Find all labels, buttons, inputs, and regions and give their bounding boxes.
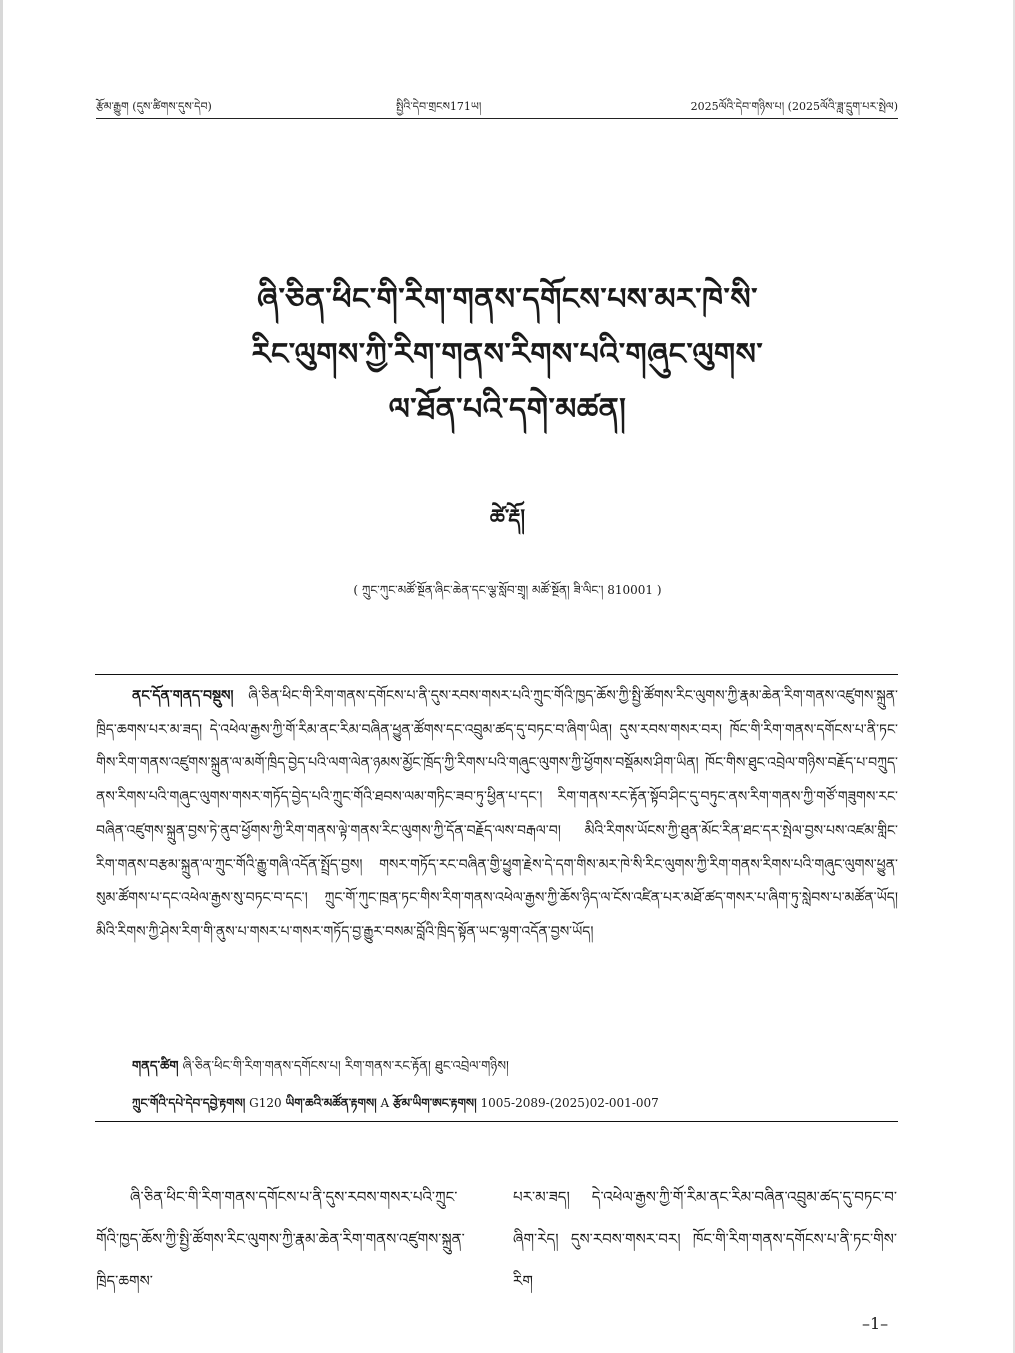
classification-label: ཀྲུང་གོའི་དཔེ་དེབ་དབྱེ་རྟགས། <box>132 1096 246 1110</box>
page-number: –1– <box>862 1314 889 1333</box>
running-header-left: རྩོམ་རྒྱུག (དུས་ཚིགས་དུས་དེབ) <box>96 100 212 113</box>
title-line: རིང་ལུགས་ཀྱི་རིག་གནས་རིགས་པའི་གཞུང་ལུགས་ <box>251 337 764 372</box>
body-column-left <box>96 1176 480 1302</box>
article-id-label: རྩོམ་ཡིག་ཨང་རྟགས། <box>393 1096 477 1110</box>
doc-code-label: ཡིག་ཆའི་མཚོན་རྟགས། <box>285 1096 377 1110</box>
author-affiliation: ( ཀྲུང་ཀུང་མཚོ་སྔོན་ཞིང་ཆེན་དང་ལྕ་སློབ་གྲྭ། མཚོ་སྔོན། ཟི་ལིང་། 810001 ) <box>353 583 662 597</box>
page-shadow-left <box>0 0 3 1353</box>
classification-code: G120 <box>249 1096 282 1110</box>
keywords-text: ཞི་ཅིན་ཕིང་གི་རིག་གནས་དགོངས་པ། རིག་གནས་རང་རྟོན། ཐུང་འབྲེལ་གཉིས། <box>182 1059 509 1074</box>
running-header-issue: སྤྱིའི་དེབ་གྲངས171ཡ། <box>396 100 482 113</box>
article-title <box>150 272 865 437</box>
abstract-text: ཞི་ཅིན་ཕིང་གི་རིག་གནས་དགོངས་པ་ནི་དུས་རབས་གསར་པའི་ཀྲུང་གོའི་ཁྱད་ཆོས་ཀྱི་སྤྱི་ཚོགས་རིང་ལུགས་ཀྱི་རྣམ་ཆེན་རིག་གནས་འཛུགས་སྐྲུན་ཁྲིད་ཆགས་པར་མ་ཟད། དེ་འཕེལ་རྒྱས་ཀྱི་གོ་རིམ་ནང་རིམ་བཞིན་ཕྱུན་ཚོགས་དང་འབྲུམ་ཚད་དུ་བཏང་བ་ཞིག་ཡིན། དུས་རབས་གསར་བར། ཁོང་གི་རིག་གནས་དགོངས་པ་ནི་ཏང་གིས་རིག་གནས་འཛུགས་སྐྲུན་ལ་མགོ་ཁྲིད་བྱེད་པའི་ལག་ལེན་ཉམས་མྱོང་ཁྲོད་ཀྱི་རིགས་པའི་གཞུང་ལུགས་ཀྱི་ཕྱོགས་བསྡོམས་ཤིག་ཡིན། ཁོང་གིས་ཐུང་འབྲེལ་གཉིས་བརྗོད་པ་བཀྲུད་ནས་རིགས་པའི་གཞུང་ལུགས་གསར་གཏོད་བྱེད་པའི་ཀྲུང་གོའི་ཐབས་ལམ་གཏིང་ཟབ་ཏུ་ཕྱིན་པ་དང་། རིག་གནས་རང་རྟོན་སྟོབ་ཤིང་དུ་བཏུང་ནས་རིག་གནས་ཀྱི་གཙོ་གཟུགས་རང་བཞིན་འཛུགས་སྐྲུན་བྱས་ཏེ་ནུབ་ཕྱོགས་ཀྱི་རིག་གནས་ལྟེ་གནས་རིང་ལུགས་ཀྱི་དོན་བརྗོད་ལས་བརྒལ་བ། མིའི་རིགས་ཡོངས་ཀྱི་ཐུན་མོང་རིན་ཐང་དར་སྤེལ་བྱས་པས་འཛམ་གླིང་རིག་གནས་བརྩམ་སྐྲུན་ལ་ཀྲུང་གོའི་རྒྱུ་གཞི་འདོན་སྤྲོད་བྱས། གསར་གཏོད་རང་བཞིན་གྱི་ཕྱུག་རྗེས་དེ་དག་གིས་མར་ཁེ་སི་རིང་ལུགས་ཀྱི་རིག་གནས་རིགས་པའི་གཞུང་ལུགས་ཕྱུན་སུམ་ཚོགས་པ་དང་འཕེལ་རྒྱས་སུ་བཏང་བ་དང་། ཀྲུང་གོ་ཀུང་ཁྲན་ཏང་གིས་རིག་གནས་འཕེལ་རྒྱས་ཀྱི་ཆོས་ཉིད་ལ་ངོས་འཛིན་པར་མཐོ་ཚད་གསར་པ་ཞིག་ཏུ་སླེབས་པ་མཚོན་ཡོད། མིའི་རིགས་ཀྱི་ཤེས་རིག་གི་ནུས་པ་གསར་པ་གསར་གཏོད་བྱ་རྒྱུར་བསམ་བློའི་ཁྲིད་སྟོན་ཡང་ལྷག་འདོན་བྱས་ཡོད། <box>96 688 898 940</box>
author-name: ཚེ་རྡོ། <box>489 504 526 529</box>
keywords-line <box>132 1055 898 1079</box>
body-text-right: པར་མ་ཟད། དེ་འཕེལ་རྒྱས་ཀྱི་གོ་རིམ་ནང་རིམ་བཞིན་འབྲུམ་ཚད་དུ་བཏང་བ་ཞིག་རེད། དུས་རབས་གསར་བར། ཁོང་གི་རིག་གནས་དགོངས་པ་ནི་ཏང་གིས་རིག <box>513 1188 897 1290</box>
running-header-date: 2025ལོའི་དེབ་གཉིས་པ། (2025ལོའི་ཟླ་དྲུག་པར་སྤེལ) <box>690 100 898 113</box>
body-column-right <box>513 1176 897 1302</box>
title-line: ཞི་ཅིན་ཕིང་གི་རིག་གནས་དགོངས་པས་མར་ཁེ་སི་ <box>257 282 758 317</box>
classification-line <box>132 1091 898 1115</box>
body-text-left: ཞི་ཅིན་ཕིང་གི་རིག་གནས་དགོངས་པ་ནི་དུས་རབས་གསར་པའི་ཀྲུང་གོའི་ཁྱད་ཆོས་ཀྱི་སྤྱི་ཚོགས་རིང་ལུགས་ཀྱི་རྣམ་ཆེན་རིག་གནས་འཛུགས་སྐྲུན་ཁྲིད་ཆགས་ <box>96 1188 465 1290</box>
abstract <box>96 680 898 950</box>
title-line: ལ་ཐོན་པའི་དགེ་མཚན། <box>388 392 627 427</box>
doc-code: A <box>380 1096 390 1110</box>
abstract-top-rule <box>95 674 898 675</box>
abstract-label: ནང་དོན་གནད་བསྡུས། <box>132 688 234 704</box>
running-header <box>96 96 898 119</box>
article-id: 1005-2089-(2025)02-001-007 <box>480 1096 659 1110</box>
keywords-label: གནད་ཚིག <box>132 1059 179 1074</box>
abstract-bottom-rule <box>95 1121 898 1122</box>
